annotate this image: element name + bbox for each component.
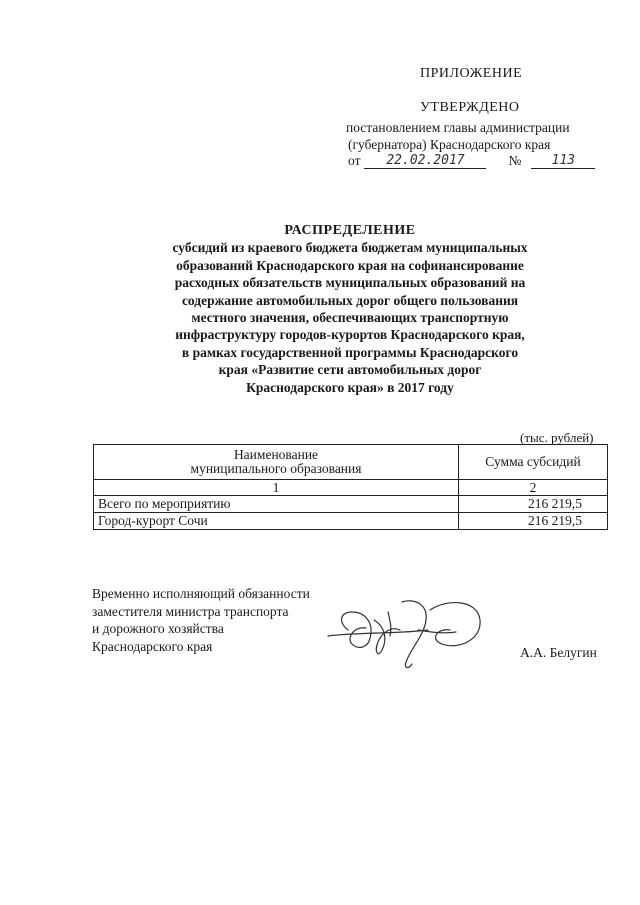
column-number: 1 [94,480,459,496]
appendix-label: ПРИЛОЖЕНИЕ [420,66,523,81]
governor-line: (губернатора) Краснодарского края [348,137,551,152]
title-line: в рамках государственной программы Краснодарского [181,344,519,360]
table-header-row [94,445,608,480]
date-value: 22.02.2017 [364,154,486,169]
title-line: Краснодарского края» в 2017 году [246,379,454,395]
date-number-row [348,153,595,169]
header-sum-cell: Сумма субсидий [459,445,608,480]
signatory-name: А.А. Белугин [520,645,597,660]
row-sum: 216 219,5 [459,513,608,530]
units-label: (тыс. рублей) [520,430,594,445]
row-sum: 216 219,5 [459,496,608,513]
date-prefix: от [348,153,361,168]
title-line: края «Развитие сети автомобильных дорог [218,362,482,378]
title-line: субсидий из краевого бюджета бюджетам муниципальных [172,240,528,256]
title-line: содержание автомобильных дорог общего пользования [181,292,519,308]
document-title [100,222,600,396]
table-row [94,496,608,513]
signatory-line: Краснодарского края [92,638,213,654]
title-line: расходных обязательств муниципальных образований на [174,275,526,291]
row-name: Город-курорт Сочи [94,513,459,530]
table-row [94,513,608,530]
header-name-cell [94,445,459,480]
title-line: образований Краснодарского края на софинансирование [176,257,524,273]
row-name: Всего по мероприятию [94,496,459,513]
decree-line: постановлением главы администрации [346,120,570,135]
title-line: инфраструктуру городов-курортов Краснодарского края, [175,327,525,343]
signatory-line: Временно исполняющий обязанности [92,586,310,601]
handwritten-signature [318,590,508,675]
header-name-line: муниципального образования [190,461,362,476]
title-main: РАСПРЕДЕЛЕНИЕ [284,223,416,238]
signatory-position [92,585,310,655]
header-name-line: Наименование [233,447,319,462]
number-prefix: № [508,153,522,168]
title-line: местного значения, обеспечивающих транспортную [191,310,509,326]
number-value: 113 [531,154,595,169]
signatory-line: заместителя министра транспорта [92,603,289,619]
approved-label: УТВЕРЖДЕНО [420,100,520,115]
column-number-row [94,480,608,496]
signatory-line: и дорожного хозяйства [92,621,224,636]
subsidy-table [93,444,608,530]
column-number: 2 [459,480,608,496]
